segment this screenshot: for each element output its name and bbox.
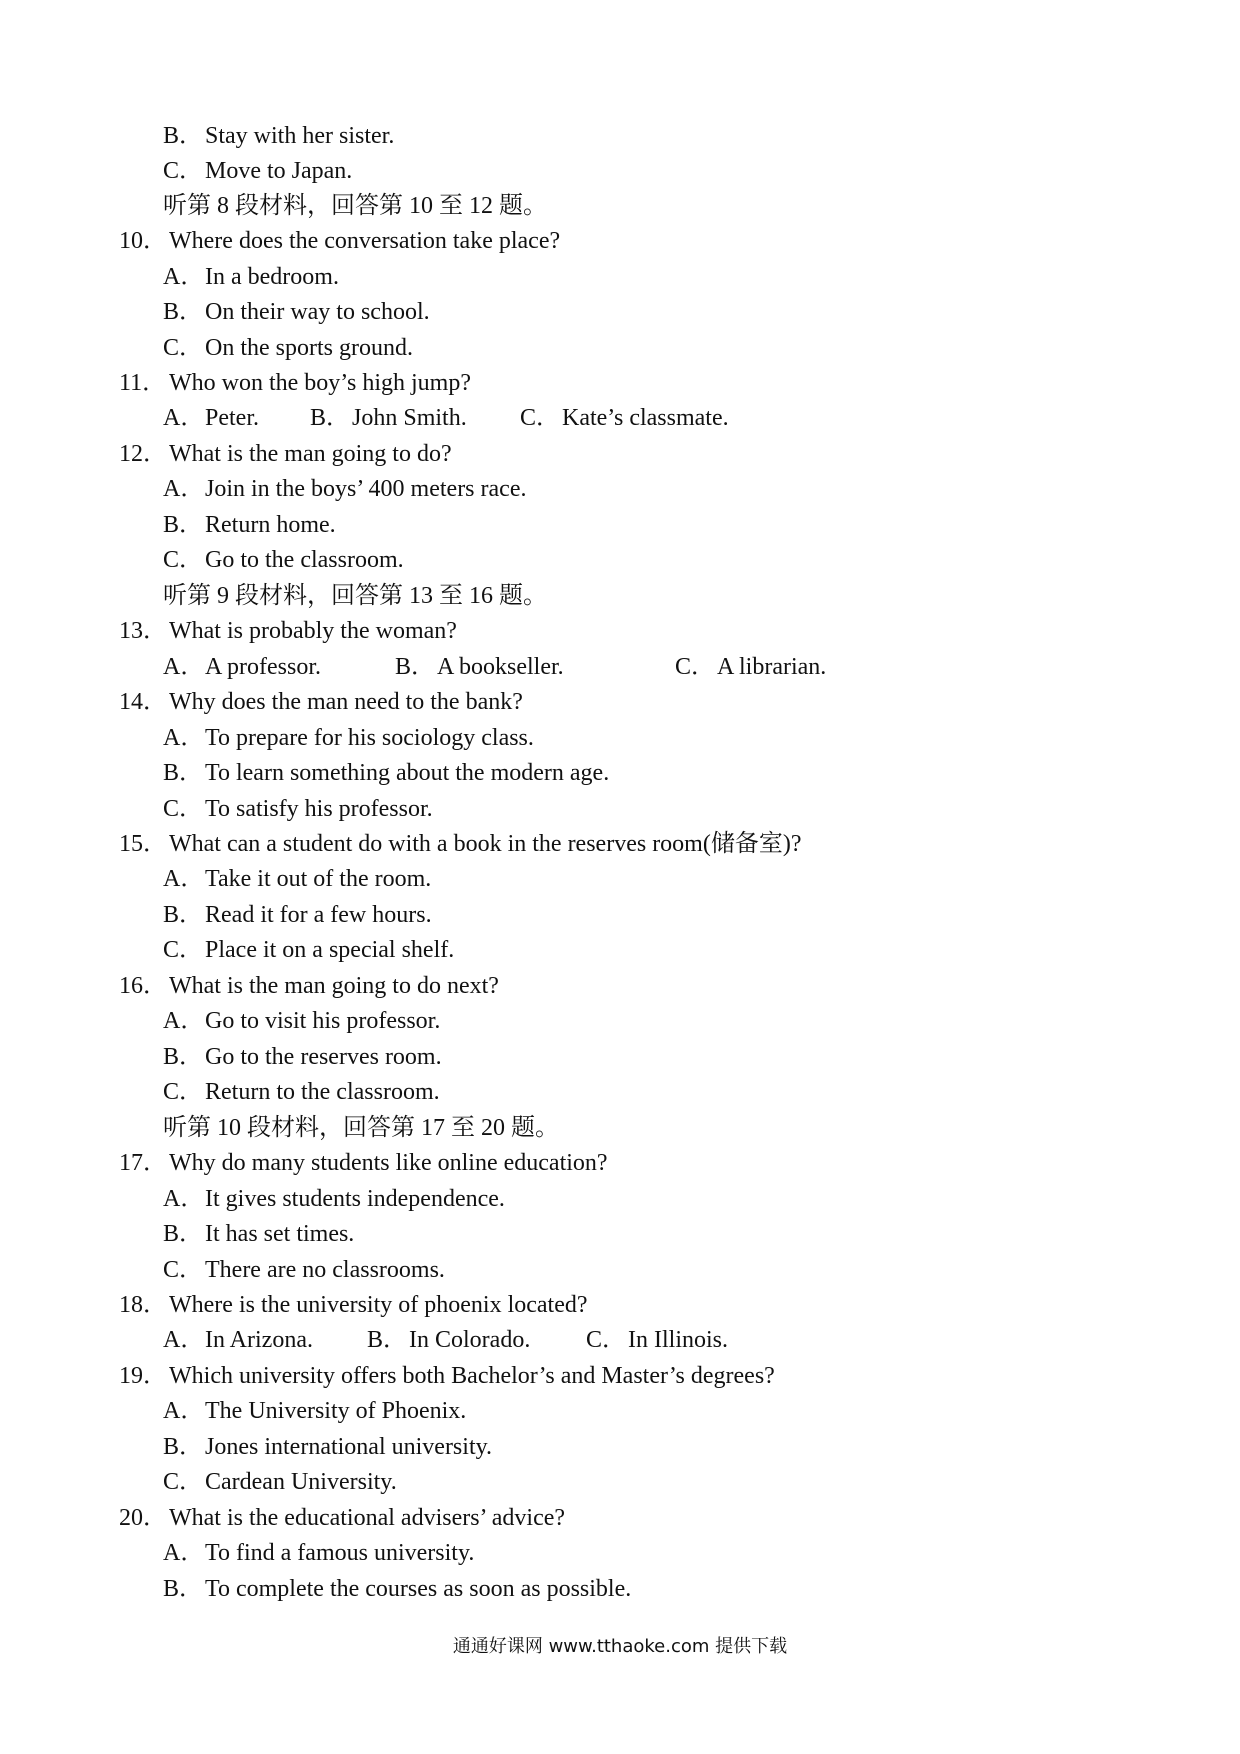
option-text: Join in the boys’ 400 meters race.	[205, 476, 527, 502]
option-label: A．	[163, 1186, 205, 1212]
option-text: Jones international university.	[205, 1434, 493, 1460]
question-text: Where does the conversation take place?	[169, 228, 561, 254]
question-text: What can a student do with a book in the reserves room(储备室)?	[169, 831, 802, 857]
page-footer: 通通好课网 www.tthaoke.com 提供下载	[452, 1636, 788, 1657]
option-text: To find a famous university.	[205, 1540, 475, 1566]
option-label: A．	[163, 1398, 205, 1424]
option-label: C．	[163, 547, 204, 573]
question-number: 15．	[119, 831, 167, 857]
question-text: Who won the boy’s high jump?	[169, 370, 471, 396]
question-text: Where is the university of phoenix located?	[169, 1292, 588, 1318]
question-text: What is the educational advisers’ advice?	[169, 1505, 566, 1531]
section-heading-text: 听第 9 段材料，回答第 13 至 16 题。	[163, 583, 547, 609]
option-text: Peter.	[205, 405, 259, 431]
option-text: Stay with her sister.	[205, 123, 395, 149]
option-text: The University of Phoenix.	[205, 1398, 467, 1424]
option-text: There are no classrooms.	[205, 1257, 445, 1283]
option-text: It gives students independence.	[205, 1186, 505, 1212]
option-text: To satisfy his professor.	[205, 796, 433, 822]
question-number: 18．	[119, 1292, 167, 1318]
question-text: Why does the man need to the bank?	[169, 689, 523, 715]
option-label: B．	[367, 1327, 408, 1353]
option-text: On their way to school.	[205, 299, 430, 325]
section-heading-text: 听第 8 段材料，回答第 10 至 12 题。	[163, 193, 547, 219]
option-text: Kate’s classmate.	[562, 405, 729, 431]
question-number: 10．	[119, 228, 167, 254]
option-text: Return to the classroom.	[205, 1079, 440, 1105]
option-text: To complete the courses as soon as possible.	[205, 1576, 632, 1602]
section-heading-text: 听第 10 段材料，回答第 17 至 20 题。	[163, 1115, 559, 1141]
option-label: B．	[163, 1576, 204, 1602]
question-number: 17．	[119, 1150, 167, 1176]
question-number: 19．	[119, 1363, 167, 1389]
option-text: A bookseller.	[437, 654, 564, 680]
option-label: A．	[163, 1540, 205, 1566]
option-label: A．	[163, 405, 205, 431]
option-text: Go to the reserves room.	[205, 1044, 442, 1070]
option-label: A．	[163, 476, 205, 502]
option-label: A．	[163, 1327, 205, 1353]
question-number: 16．	[119, 973, 167, 999]
option-label: C．	[163, 335, 204, 361]
option-label: C．	[675, 654, 716, 680]
option-text: John Smith.	[352, 405, 467, 431]
option-label: B．	[163, 760, 204, 786]
question-number: 12．	[119, 441, 167, 467]
option-text: Move to Japan.	[205, 158, 353, 184]
option-text: On the sports ground.	[205, 335, 413, 361]
option-label: C．	[163, 796, 204, 822]
option-text: In Colorado.	[409, 1327, 531, 1353]
option-label: C．	[163, 1079, 204, 1105]
question-text: Why do many students like online education?	[169, 1150, 608, 1176]
option-text: Cardean University.	[205, 1469, 397, 1495]
option-label: B．	[163, 902, 204, 928]
question-number: 14．	[119, 689, 167, 715]
option-text: Read it for a few hours.	[205, 902, 432, 928]
option-label: A．	[163, 654, 205, 680]
option-label: B．	[163, 512, 204, 538]
option-text: It has set times.	[205, 1221, 355, 1247]
option-label: A．	[163, 264, 205, 290]
option-label: B．	[310, 405, 351, 431]
option-label: C．	[520, 405, 561, 431]
option-label: C．	[586, 1327, 627, 1353]
option-text: A librarian.	[717, 654, 827, 680]
option-label: C．	[163, 1257, 204, 1283]
option-text: Place it on a special shelf.	[205, 937, 455, 963]
option-text: Take it out of the room.	[205, 866, 432, 892]
question-number: 20．	[119, 1505, 167, 1531]
option-label: B．	[163, 1221, 204, 1247]
option-label: C．	[163, 937, 204, 963]
option-text: Go to visit his professor.	[205, 1008, 441, 1034]
option-text: Return home.	[205, 512, 336, 538]
question-text: What is the man going to do next?	[169, 973, 499, 999]
option-label: B．	[163, 1434, 204, 1460]
option-text: In Arizona.	[205, 1327, 313, 1353]
question-text: What is the man going to do?	[169, 441, 452, 467]
option-label: A．	[163, 725, 205, 751]
option-text: Go to the classroom.	[205, 547, 404, 573]
question-number: 13．	[119, 618, 167, 644]
option-label: B．	[163, 299, 204, 325]
option-text: To prepare for his sociology class.	[205, 725, 534, 751]
option-label: C．	[163, 1469, 204, 1495]
option-label: A．	[163, 866, 205, 892]
option-text: In a bedroom.	[205, 264, 339, 290]
question-text: What is probably the woman?	[169, 618, 457, 644]
option-label: C．	[163, 158, 204, 184]
option-text: To learn something about the modern age.	[205, 760, 610, 786]
option-label: A．	[163, 1008, 205, 1034]
option-text: In Illinois.	[628, 1327, 728, 1353]
option-text: A professor.	[205, 654, 321, 680]
question-number: 11．	[119, 370, 167, 396]
question-text: Which university offers both Bachelor’s and Master’s degrees?	[169, 1363, 775, 1389]
option-label: B．	[163, 1044, 204, 1070]
option-label: B．	[395, 654, 436, 680]
option-label: B．	[163, 123, 204, 149]
